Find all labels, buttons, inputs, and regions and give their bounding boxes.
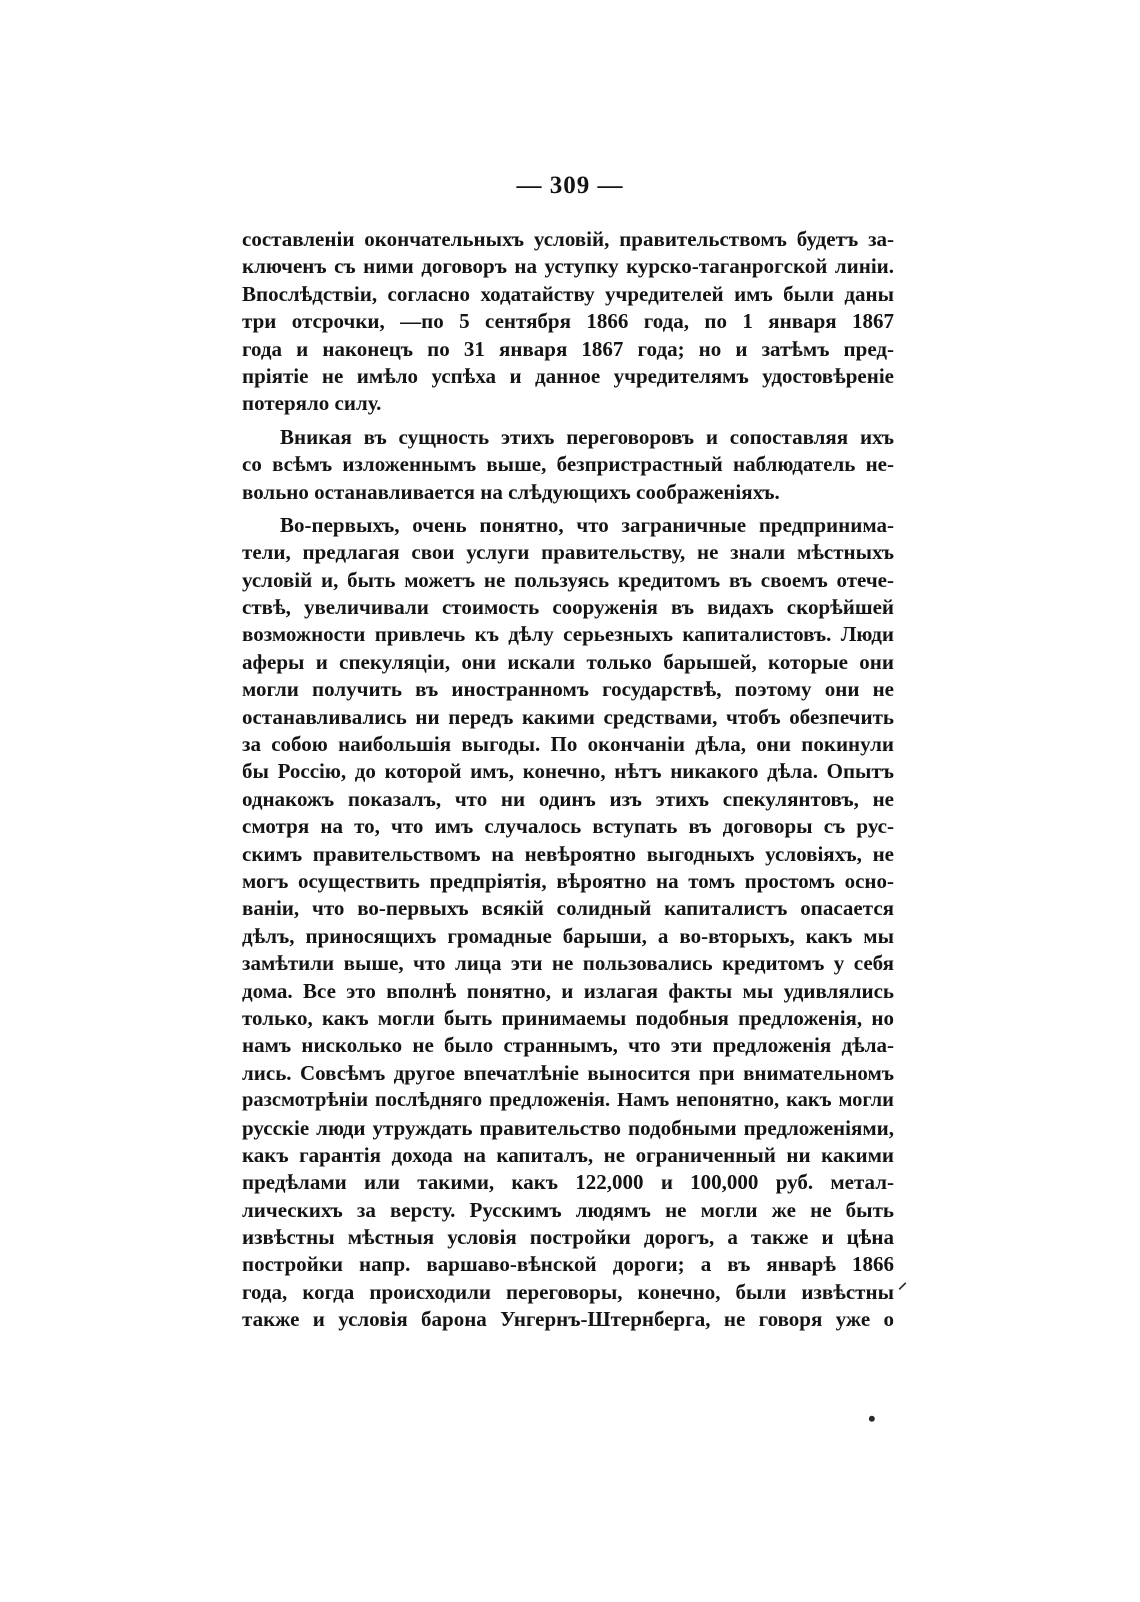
text-line: какъ гарантія дохода на капиталъ, не ограниченный ни какими [242,1142,894,1167]
text-line: ключенъ съ ними договоръ на уступку курско-таганрогской линіи. [242,254,894,279]
text-line: со всѣмъ изложеннымъ выше, безпристрастный наблюдатель не- [242,452,894,477]
text-line: русскіе люди утруждать правительство подобными предложеніями, [242,1115,894,1140]
text-line: скимъ правительствомъ на невѣроятно выгодныхъ условіяхъ, не [242,841,894,866]
text-line: условій и, быть можетъ не пользуясь кредитомъ въ своемъ отече- [242,567,894,592]
text-line: разсмотрѣніи послѣдняго предложенія. Намъ непонятно, какъ могли [242,1089,894,1112]
text-line: лись. Совсѣмъ другое впечатлѣніе выносится при внимательномъ [242,1060,894,1085]
text-line: только, какъ могли быть принимаемы подобныя предложенія, но [242,1005,894,1030]
text-line: за собою наибольшія выгоды. По окончаніи дѣла, они покинули [242,732,894,757]
text-line: также и условія барона Унгернъ-Штернберга, не говоря уже о [242,1307,894,1332]
page-number: — 309 — [516,172,624,199]
ink-mark: ⸝ [898,1272,907,1292]
text-line: три отсрочки, —по 5 сентября 1866 года, по 1 января 1867 [242,309,894,334]
body-text [242,226,894,1334]
text-line: ваніи, что во-первыхъ всякій солидный капиталистъ опасается [242,896,894,921]
text-line: Во-первыхъ, очень понятно, что заграничные предпринима- [280,512,894,537]
text-line: однакожъ показалъ, что ни одинъ изъ этихъ спекулянтовъ, не [242,786,894,811]
text-line: года, когда происходили переговоры, конечно, были извѣстны [242,1279,894,1304]
text-line: возможности привлечь къ дѣлу серьезныхъ капиталистовъ. Люди [242,622,894,647]
text-line: замѣтили выше, что лица эти не пользовались кредитомъ у себя [242,951,894,976]
text-line: постройки напр. варшаво-вѣнской дороги; а въ январѣ 1866 [242,1252,894,1277]
text-line: дѣлъ, приносящихъ громадные барыши, а во-вторыхъ, какъ мы [242,923,894,948]
text-line: аферы и спекуляціи, они искали только барышей, которые они [242,649,894,674]
text-line: могъ осуществить предпріятія, вѣроятно на томъ простомъ осно- [242,868,894,893]
text-line: извѣстны мѣстныя условія постройки дорогъ, а также и цѣна [242,1225,894,1250]
ink-spot: • [868,1406,876,1431]
text-line: Вникая въ сущность этихъ переговоровъ и сопоставляя ихъ [280,424,894,449]
text-line: дома. Все это вполнѣ понятно, и излагая факты мы удивлялись [242,978,894,1003]
text-line: лическихъ за версту. Русскимъ людямъ не могли же не быть [242,1197,894,1222]
text-line: Впослѣдствіи, согласно ходатайству учредителей имъ были даны [242,281,894,306]
text-line: смотря на то, что имъ случалось вступать въ договоры съ рус- [242,814,894,839]
text-line: останавливались ни передъ какими средствами, чтобъ обезпечить [242,704,894,729]
text-line: могли получить въ иностранномъ государствѣ, поэтому они не [242,677,894,702]
text-line: пріятіе не имѣло успѣха и данное учредителямъ удостовѣреніе [242,363,894,388]
text-line: года и наконецъ по 31 января 1867 года; но и затѣмъ пред- [242,336,894,361]
text-line: вольно останавливается на слѣдующихъ соображеніяхъ. [242,479,780,504]
text-line: тели, предлагая свои услуги правительству, не знали мѣстныхъ [242,540,894,565]
text-line: потеряло силу. [242,391,382,416]
text-line: ствѣ, увеличивали стоимость сооруженія въ видахъ скорѣйшей [242,595,894,620]
text-line: предѣлами или такими, какъ 122,000 и 100,000 руб. метал- [242,1170,894,1195]
text-line: намъ нисколько не было страннымъ, что эти предложенія дѣла- [242,1033,894,1058]
text-line: составленіи окончательныхъ условій, правительствомъ будетъ за- [242,227,894,251]
text-line: бы Россію, до которой имъ, конечно, нѣтъ никакого дѣла. Опытъ [242,759,894,784]
